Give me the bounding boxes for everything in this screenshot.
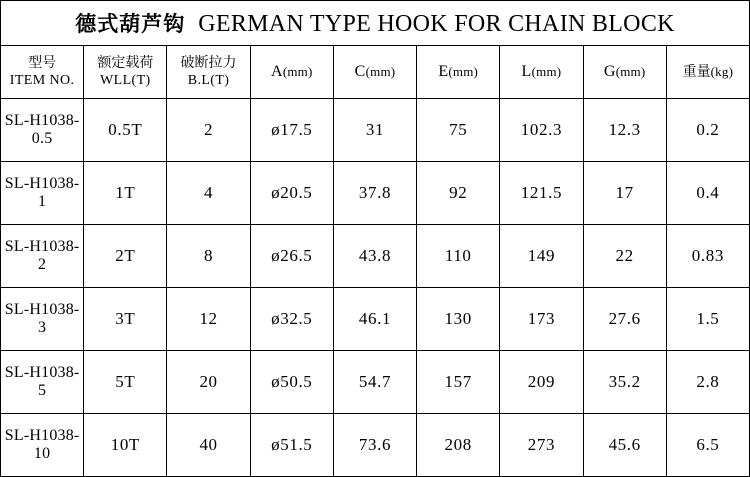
header-bl-cn: 破断拉力	[180, 54, 237, 71]
cell-g: 35.2	[583, 351, 666, 414]
cell-wll: 10T	[84, 414, 167, 477]
header-a-unit: (mm)	[282, 64, 313, 80]
cell-g: 22	[583, 225, 666, 288]
cell-bl: 2	[167, 99, 250, 162]
header-c-unit: (mm)	[365, 64, 396, 80]
table-row	[1, 414, 750, 477]
header-g-main: G	[603, 63, 616, 81]
cell-l: 102.3	[500, 99, 583, 162]
header-item-no-en: ITEM NO.	[9, 73, 75, 88]
header-l	[500, 46, 583, 99]
cell-item-no: SL-H1038-10	[1, 414, 84, 477]
table-title	[1, 1, 750, 46]
title-chinese: 德式葫芦钩	[75, 12, 186, 36]
cell-bl: 40	[167, 414, 250, 477]
cell-c: 37.8	[333, 162, 416, 225]
cell-c: 73.6	[333, 414, 416, 477]
cell-l: 173	[500, 288, 583, 351]
cell-bl: 8	[167, 225, 250, 288]
cell-a: ø50.5	[250, 351, 333, 414]
cell-a: ø51.5	[250, 414, 333, 477]
header-bl-en: B.L(T)	[187, 73, 230, 88]
cell-a: ø26.5	[250, 225, 333, 288]
cell-g: 12.3	[583, 99, 666, 162]
cell-e: 75	[417, 99, 500, 162]
cell-e: 110	[417, 225, 500, 288]
table-row	[1, 288, 750, 351]
cell-e: 130	[417, 288, 500, 351]
header-g-unit: (mm)	[615, 64, 646, 80]
header-c-main: C	[354, 63, 366, 81]
cell-wll: 3T	[84, 288, 167, 351]
header-weight-cn: 重量	[682, 63, 711, 80]
cell-l: 121.5	[500, 162, 583, 225]
header-l-main: L	[521, 63, 532, 81]
cell-c: 31	[333, 99, 416, 162]
header-g	[583, 46, 666, 99]
header-weight-unit: (kg)	[710, 63, 734, 79]
header-a	[250, 46, 333, 99]
cell-l: 149	[500, 225, 583, 288]
cell-weight: 6.5	[666, 414, 749, 477]
header-e-main: E	[438, 63, 449, 81]
cell-e: 157	[417, 351, 500, 414]
cell-c: 54.7	[333, 351, 416, 414]
header-wll	[84, 46, 167, 99]
cell-item-no: SL-H1038-1	[1, 162, 84, 225]
title-english: GERMAN TYPE HOOK FOR CHAIN BLOCK	[198, 11, 675, 37]
header-item-no-cn: 型号	[28, 54, 57, 71]
cell-g: 45.6	[583, 414, 666, 477]
cell-bl: 4	[167, 162, 250, 225]
cell-wll: 5T	[84, 351, 167, 414]
title-row	[1, 1, 750, 46]
header-wll-cn: 额定载荷	[97, 54, 154, 71]
cell-item-no: SL-H1038-5	[1, 351, 84, 414]
header-weight	[666, 46, 749, 99]
cell-c: 46.1	[333, 288, 416, 351]
cell-weight: 0.2	[666, 99, 749, 162]
header-c	[333, 46, 416, 99]
cell-l: 209	[500, 351, 583, 414]
cell-weight: 0.83	[666, 225, 749, 288]
cell-g: 17	[583, 162, 666, 225]
table-row	[1, 99, 750, 162]
cell-weight: 0.4	[666, 162, 749, 225]
cell-a: ø20.5	[250, 162, 333, 225]
table-row	[1, 225, 750, 288]
cell-a: ø32.5	[250, 288, 333, 351]
cell-item-no: SL-H1038-2	[1, 225, 84, 288]
header-wll-en: WLL(T)	[100, 73, 151, 88]
header-row	[1, 46, 750, 99]
cell-wll: 2T	[84, 225, 167, 288]
cell-bl: 20	[167, 351, 250, 414]
cell-e: 208	[417, 414, 500, 477]
header-e-unit: (mm)	[448, 64, 479, 80]
cell-weight: 1.5	[666, 288, 749, 351]
cell-wll: 0.5T	[84, 99, 167, 162]
header-a-main: A	[270, 63, 283, 81]
cell-bl: 12	[167, 288, 250, 351]
header-e	[417, 46, 500, 99]
table-row	[1, 162, 750, 225]
cell-item-no: SL-H1038-3	[1, 288, 84, 351]
cell-c: 43.8	[333, 225, 416, 288]
cell-g: 27.6	[583, 288, 666, 351]
header-l-unit: (mm)	[531, 64, 562, 80]
cell-wll: 1T	[84, 162, 167, 225]
header-item-no	[1, 46, 84, 99]
cell-e: 92	[417, 162, 500, 225]
cell-weight: 2.8	[666, 351, 749, 414]
cell-l: 273	[500, 414, 583, 477]
table-row	[1, 351, 750, 414]
cell-item-no: SL-H1038-0.5	[1, 99, 84, 162]
header-bl	[167, 46, 250, 99]
cell-a: ø17.5	[250, 99, 333, 162]
